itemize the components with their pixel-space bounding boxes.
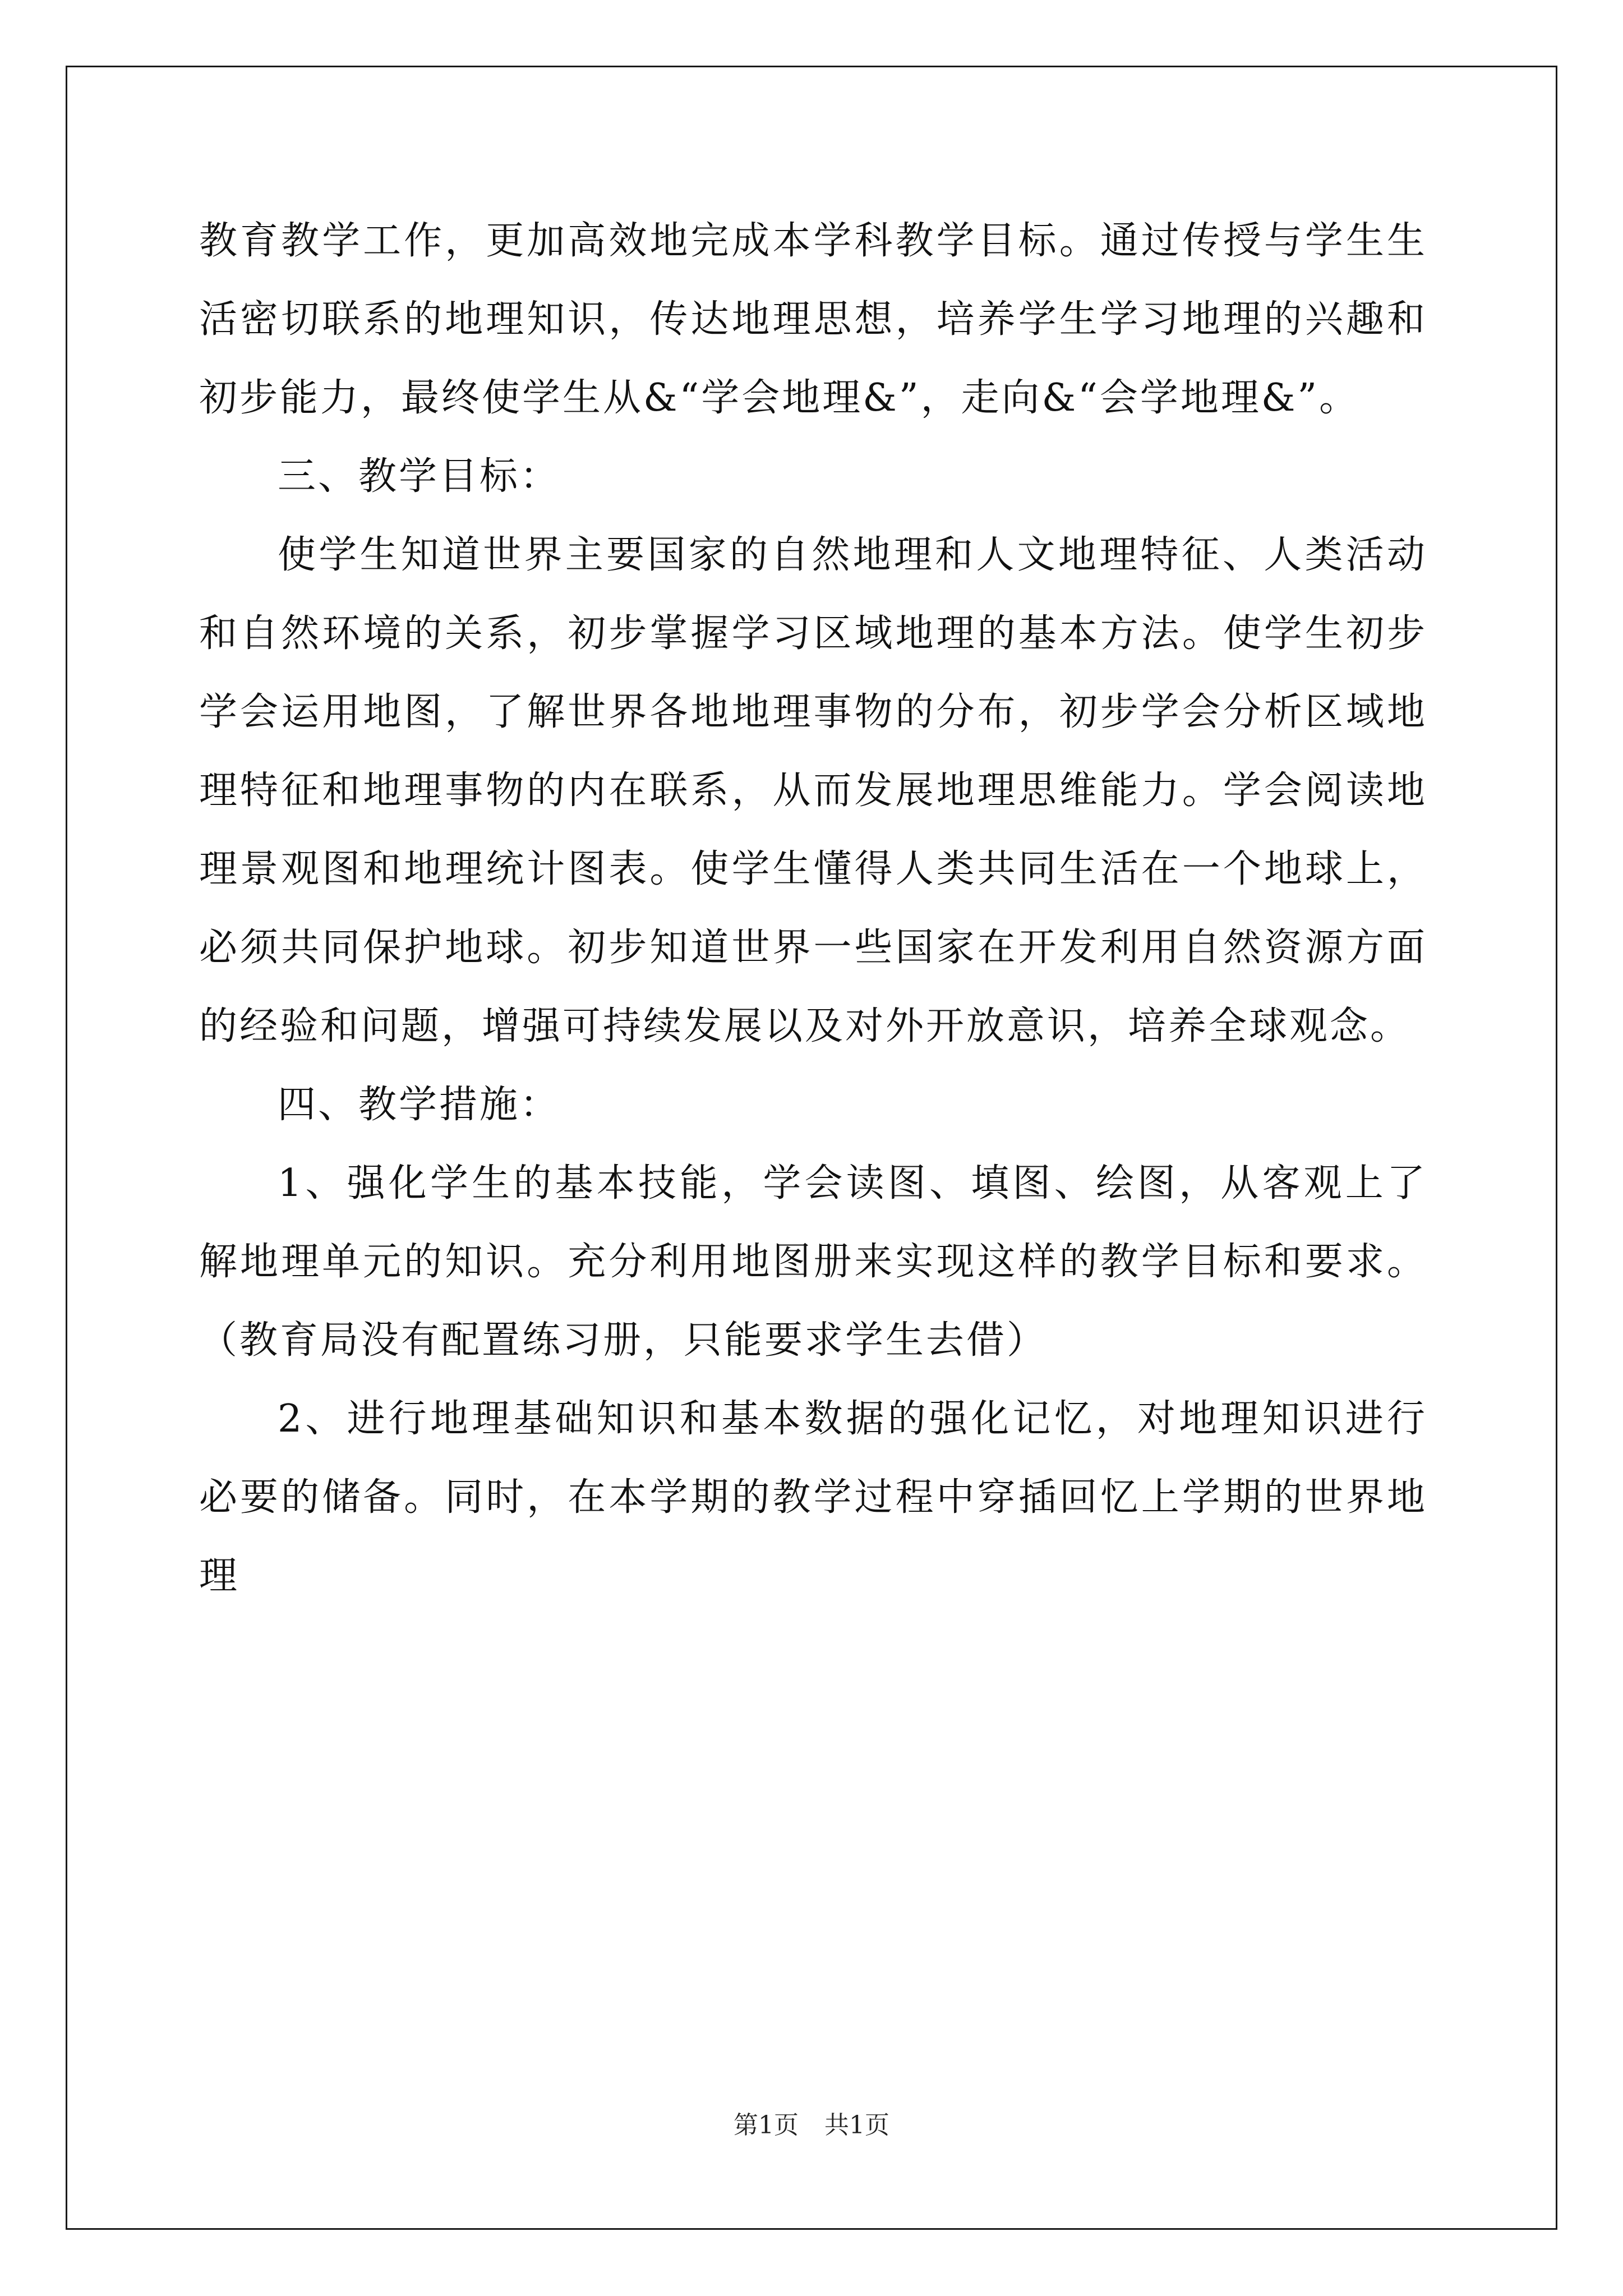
paragraph-teaching-goals: 使学生知道世界主要国家的自然地理和人文地理特征、人类活动和自然环境的关系，初步掌握学习区域地理的基本方法。使学生初步学会运用地图，了解世界各地地理事物的分布，初步学会分析区域地理特征和地理事物的内在联系，从而发展地理思维能力。学会阅读地理景观图和地理统计图表。使学生懂得人类共同生活在一个地球上，必须共同保护地球。初步知道世界一些国家在开发利用自然资源方面的经验和问题，增强可持续发展以及对外开放意识，培养全球观念。	[199, 533, 1427, 1048]
paragraph-intro-continuation: 教育教学工作，更加高效地完成本学科教学目标。通过传授与学生生活密切联系的地理知识，传达地理思想，培养学生学习地理的兴趣和初步能力，最终使学生从&“学会地理&”，走向&“会学地理&”。	[199, 219, 1427, 420]
document-body	[199, 202, 1427, 1616]
paragraph-measure-1: 1、强化学生的基本技能，学会读图、填图、绘图，从客观上了解地理单元的知识。充分利用地图册来实现这样的教学目标和要求。（教育局没有配置练习册，只能要求学生去借）	[199, 1161, 1427, 1363]
section-heading-teaching-goals: 三、教学目标：	[278, 454, 561, 499]
section-heading-teaching-measures: 四、教学措施：	[278, 1083, 561, 1127]
paragraph-measure-2: 2、进行地理基础知识和基本数据的强化记忆，对地理知识进行必要的储备。同时，在本学期的教学过程中穿插回忆上学期的世界地理	[199, 1397, 1427, 1598]
page-footer	[0, 2105, 1623, 2141]
page-number-total: 共1页	[824, 2111, 889, 2139]
page-number-current: 第1页	[734, 2111, 799, 2139]
